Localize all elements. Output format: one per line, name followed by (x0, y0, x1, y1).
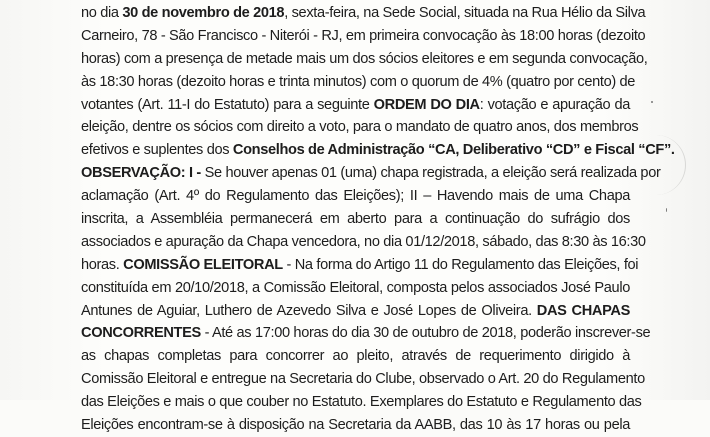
text-segment: Se houver apenas 01 (uma) chapa registrada, a eleição será realizada por (200, 165, 661, 182)
document-line (81, 322, 651, 345)
document-line (81, 94, 630, 117)
document-line (81, 71, 636, 94)
document-line (81, 254, 639, 277)
text-segment: - Na forma do Artigo 11 do Regulamento das Eleições, foi (282, 256, 639, 273)
text-segment: das Eleições e mais o que couber no Estatuto. Exemplares do Estatuto e Regulamento das (81, 394, 642, 411)
text-segment: horas) com a presença de metade mais um dos sócios eleitores e em segunda convocação, (81, 50, 648, 67)
document-line (81, 231, 646, 254)
text-segment: constituída em 20/10/2018, a Comissão Eleitoral, composta pelos associados José Paulo (81, 279, 630, 296)
text-segment: Eleições encontram-se à disposição na Secretaria da AABB, das 10 às 17 horas ou pela (81, 417, 630, 434)
document-line (81, 185, 630, 208)
document-line (81, 116, 639, 139)
bold-text-segment: OBSERVAÇÃO: I - (81, 165, 201, 182)
text-segment: as chapas completas para concorrer ao pleito, através de requerimento dirigido à (81, 348, 630, 365)
bold-text-segment: CONCORRENTES (81, 325, 201, 342)
document-line (81, 368, 645, 391)
document-line (81, 162, 661, 185)
document-line (81, 25, 646, 48)
document-line (81, 208, 630, 231)
bold-text-segment: COMISSÃO ELEITORAL (123, 256, 283, 273)
bold-text-segment: DAS CHAPAS (536, 302, 630, 319)
scan-speck (651, 101, 653, 103)
bold-text-segment: ORDEM DO DIA (373, 96, 480, 113)
text-segment: inscrita, a Assembléia permanecerá em aberto para a continuação do sufrágio dos (81, 211, 630, 228)
text-segment: às 18:30 horas (dezoito horas e trinta minutos) com o quorum de 4% (quatro por cento) de (81, 73, 636, 90)
bold-text-segment: 30 de novembro de 2018 (122, 5, 285, 21)
bold-text-segment: Conselhos de Administração “CA, Deliberativo “CD” e Fiscal “CF”. (232, 142, 675, 159)
text-segment: : votação e apuração da (479, 96, 630, 113)
document-line (81, 48, 648, 71)
text-segment: votantes (Art. 11-I do Estatuto) para a seguinte (81, 96, 374, 113)
document-line (81, 277, 630, 300)
text-segment: Antunes de Aguiar, Luthero de Azevedo Silva e José Lopes de Oliveira. (81, 302, 537, 319)
document-line (81, 391, 642, 414)
announcement-body-text (81, 2, 675, 437)
document-line (81, 139, 675, 162)
document-line (81, 2, 646, 25)
text-segment: Comissão Eleitoral e entregue na Secretaria do Clube, observado o Art. 20 do Regulamento (81, 371, 645, 388)
document-line (81, 300, 630, 323)
text-segment: - Até as 17:00 horas do dia 30 de outubro de 2018, poderão inscrever-se (200, 325, 651, 342)
document-line (81, 414, 630, 437)
text-segment: , sexta-feira, na Sede Social, situada na Rua Hélio da Silva (284, 5, 646, 21)
document-line (81, 345, 630, 368)
text-segment: efetivos e suplentes dos (81, 142, 233, 159)
text-segment: horas. (81, 256, 124, 273)
text-segment: Carneiro, 78 - São Francisco - Niterói - RJ, em primeira convocação às 18:00 horas (dezoito (81, 27, 646, 44)
text-segment: no dia (81, 5, 123, 21)
text-segment: aclamação (Art. 4º do Regulamento das Eleições); II – Havendo mais de uma Chapa (81, 188, 630, 205)
text-segment: associados e apuração da Chapa vencedora, no dia 01/12/2018, sábado, das 8:30 às 16:30 (81, 233, 646, 250)
scan-speck (666, 208, 667, 212)
text-segment: eleição, dentre os sócios com direito a voto, para o mandato de quatro anos, dos membros (81, 119, 639, 136)
